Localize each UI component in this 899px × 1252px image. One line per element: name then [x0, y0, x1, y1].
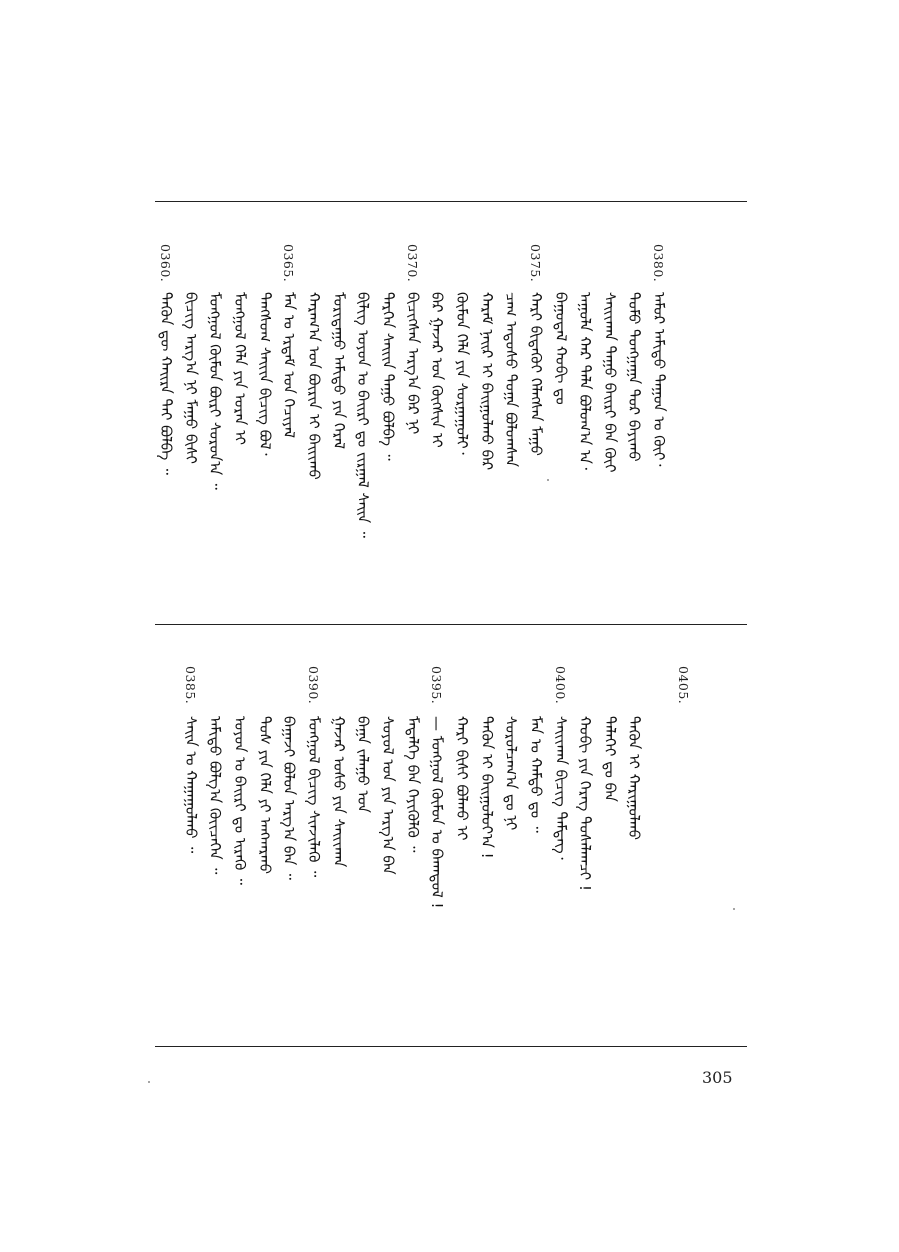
verse-line: ᠲᠣᠮᠣ ᠲᠤᠩᠭᠠᠭᠠ ᠳᠤᠷ ᠪᠠᠶᠢᠬᠤ [625, 292, 643, 462]
top-rule [155, 201, 747, 202]
verse-line: ᠲᠤᠰ ᠶᠢᠨ ᠬᠡᠯᠡ ᠶᠢ ᠠᠩᠬᠠᠷᠬᠤ [256, 716, 274, 874]
verse-line: ᠲᠡᠭᠦᠨ ᠳᠦ ᠬᠠᠢ᠌ᠷᠠ ᠲᠠᠢ ᠪᠣᠯᠪᠠ ᠃ [157, 292, 175, 475]
verse-line: ᠪᠠᠭᠠ ᠵᠠᠯᠠᠭᠤ ᠤᠨ [354, 716, 372, 813]
verse-line: ᠪᠠᠭᠤᠳᠠᠯ ᠬᠤᠪᠢ ᠳᠤ [552, 292, 570, 405]
verse-line: ᠬᠠᠷᠢ ᠪᠢᠲᠡᠭᠦᠢ ᠬᠡᠯᠡᠭᠰᠡᠨ ᠮᠠᠭᠤ [527, 292, 545, 456]
verse-line: ᠮᠣᠩᠭᠣᠯ ᠪᠢᠴᠢᠭ ᠰᠢᠨᠵᠢᠯᠡᠬᠦ ᠃ [305, 716, 323, 878]
verse-line: ᠮᠣᠷᠢᠳᠠᠭᠤ ᠠᠮᠢᠳᠤ ᠶᠢᠨ ᠭᠡᠷᠡᠯ [330, 292, 348, 450]
verse-line: ᠬᠤᠪᠢ ᠶᠢᠨ ᠬᠡᠷᠡᠭ ᠲᠤᠰᠠᠯᠠᠭᠴᠢ ! [576, 716, 594, 891]
line-number: 0395. [429, 666, 444, 705]
verse-line: ᠬᠠᠷᠠᠭ᠎ᠠ ᠤᠨ ᠪᠦᠷᠢᠨ ᠢ ᠪᠠᠢᠢᠬᠤ [305, 292, 323, 480]
verse-line: ᠠᠭᠤᠯᠠ ᠬᠠᠷ ᠲᠠᠯᠠ ᠪᠣᠯᠤᠭ᠎ᠠ ᠎ᠠ᠂ [576, 292, 594, 470]
line-number: 0370. [405, 244, 420, 283]
line-number: 0405. [676, 666, 691, 705]
verse-line: ᠰᠠᠢᠨ ᠤ ᠬᠠᠭᠠᠭᠤᠯᠬᠤ ᠃ [182, 716, 200, 854]
line-number: 0365. [281, 244, 296, 283]
verse-line: ᠰᠣᠶᠣᠯ ᠤᠨ ᠶᠢᠨ ᠠᠷᠭ᠎ᠠ ᠪᠠᠨ [379, 716, 397, 875]
verse-line: ᠲᠡᠷᠭᠡᠨ ᠰᠠᠢᠢᠨ ᠳᠠᠭᠤ ᠪᠤᠯᠪᠠ ᠃ [379, 292, 397, 461]
verse-line: ᠪᠢᠯᠢᠭ ᠣᠶᠤᠨ ᠤ ᠪᠠᠢᠷᠢ ᠳᠤ ᠵᠢᠷᠭᠠᠯ ᠰᠠᠢᠨ ᠃ [354, 292, 372, 538]
verse-line: ᠮᠠᠨ ᠤ ᠡᠷᠳᠡᠮ ᠤᠨ ᠬᠡᠴᠢᠶᠡᠯ [280, 292, 298, 439]
verse-line: ᠰᠠᠢᠢᠬᠠᠨ ᠳᠠᠭᠤ ᠪᠠᠢᠷᠢ ᠪᠠᠨ ᠬᠦᠢ [601, 292, 619, 473]
scan-speck [547, 479, 549, 481]
line-number: 0360. [158, 244, 173, 283]
verse-line: ᠬᠦᠮᠦᠨ ᠬᠡᠯᠡ ᠶᠢᠨ ᠰᠤᠷᠭᠠᠭᠤᠯᠢ᠂ [453, 292, 471, 455]
verse-line: ᠰᠤᠷᠤᠯᠴᠠᠭ᠎ᠠ ᠳᠤ ᠨᠢ [502, 716, 520, 831]
verse-line: ᠮᠡᠳᠡᠯᠭᠡ ᠪᠠᠨ ᠭᠡᠶᠢᠭᠦᠯᠬᠦ ᠃ [404, 716, 422, 853]
line-number: 0380. [651, 244, 666, 283]
verse-line: ᠮᠠᠨ ᠤ ᠬᠠᠮᠲᠤ ᠳᠤ ᠃ [527, 716, 545, 833]
line-number: 0390. [306, 666, 321, 705]
line-number: 0400. [553, 666, 568, 705]
verse-line: ᠮᠣᠩᠭᠣᠯ ᠬᠡᠯᠡ ᠶᠢᠨ ᠤᠷᠠᠨ ᠢ [231, 292, 249, 445]
verse-line: ᠠᠮᠤᠷ ᠠᠮᠢᠳᠤ ᠳᠠᠭᠤᠨ ᠤ ᠬᠦᠢ᠂ [650, 292, 668, 467]
verse-line: ᠬᠠᠷᠢ ᠪᠢᠰᠢ ᠪᠤᠯᠬᠤ ᠢ [453, 716, 471, 841]
line-number: 0385. [183, 666, 198, 705]
bottom-rule [155, 1046, 747, 1047]
verse-line: ᠲᠡᠭᠦᠨ ᠢ ᠪᠠᠢᠭᠤᠯᠤᠶ᠎ᠠ ! [478, 716, 496, 859]
page-number: 305 [702, 1068, 733, 1087]
verse-line: ᠣᠶᠤᠨ ᠤ ᠪᠠᠢᠷᠢ ᠳᠤ ᠢᠷᠡᠬᠦ ᠃ [231, 716, 249, 885]
scan-speck [148, 1081, 150, 1083]
scan-speck [733, 908, 735, 910]
verse-line: ᠳᠡᠯᠡᠬᠡᠢ ᠳᠤ ᠪᠡᠨ [601, 716, 619, 802]
verse-line: ᠠᠮᠢᠳᠤ ᠪᠣᠯᠭ᠎ᠠ ᠬᠦᠢᠴᠡᠬᠡᠨ ᠃ [206, 716, 224, 875]
middle-rule [155, 624, 747, 625]
verse-line: ᠬᠠᠷᠠᠮ ᠨᠠᠢᠷ ᠢ ᠪᠠᠢᠭᠤᠯᠬᠤ ᠪᠠᠷ [478, 292, 496, 471]
verse-line: ᠪᠠᠷ ᠭᠠᠵᠠᠷ ᠤᠨ ᠬᠦᠭᠰᠢᠨ ᠢ [428, 292, 446, 448]
line-number: 0375. [528, 244, 543, 283]
verse-line: ᠪᠢᠴᠢᠭ ᠠᠷᠭ᠎ᠠ ᠨᠢ ᠮᠠᠭᠤ ᠪᠢᠰᠢ [182, 292, 200, 464]
verse-line: ᠮᠣᠩᠭᠣᠯ ᠬᠦᠮᠦᠨ ᠪᠦᠷᠢ ᠰᠤᠷᠤᠨ᠎ᠠ ᠃ [206, 292, 224, 490]
verse-line: ᠪᠠᠭᠠᠵᠢ ᠪᠤᠯᠤᠨ ᠠᠷᠭ᠎ᠠ ᠪᠠᠨ ᠃ [280, 716, 298, 880]
verse-line: ᠪᠢᠴᠢᠭᠰᠡᠨ ᠠᠷᠭ᠎ᠠ ᠪᠠᠷ ᠨᠢ [404, 292, 422, 435]
verse-line: ᠭᠠᠵᠠᠷ ᠤᠰᠤ ᠶᠢᠨ ᠰᠠᠢᠢᠬᠠᠨ [330, 716, 348, 868]
verse-line: ᠰᠠᠢᠢᠬᠠᠨ ᠪᠢᠴᠢᠭ ᠲᠡᠮᠳᠡᠭ᠂ [552, 716, 570, 860]
verse-line: ᠲᠡᠭᠦᠨ ᠢ ᠬᠠᠷᠢᠭᠤᠯᠬᠤ [625, 716, 643, 841]
verse-line: — ᠮᠣᠩᠭᠣᠯ ᠬᠦᠮᠦᠨ ᠤ ᠪᠠᠬᠠᠳᠤᠯ ! [428, 716, 446, 909]
verse-line: ᠲᠠᠩᠰᠤᠭ ᠰᠠᠢᠢᠨ ᠪᠢᠴᠢᠭ ᠪᠤᠯ᠂ [256, 292, 274, 456]
verse-line: ᠴᠠᠭ ᠠᠳᠤᠰᠤ ᠲᠣᠭᠠ ᠪᠣᠯᠤᠭᠰᠠᠨ [502, 292, 520, 468]
